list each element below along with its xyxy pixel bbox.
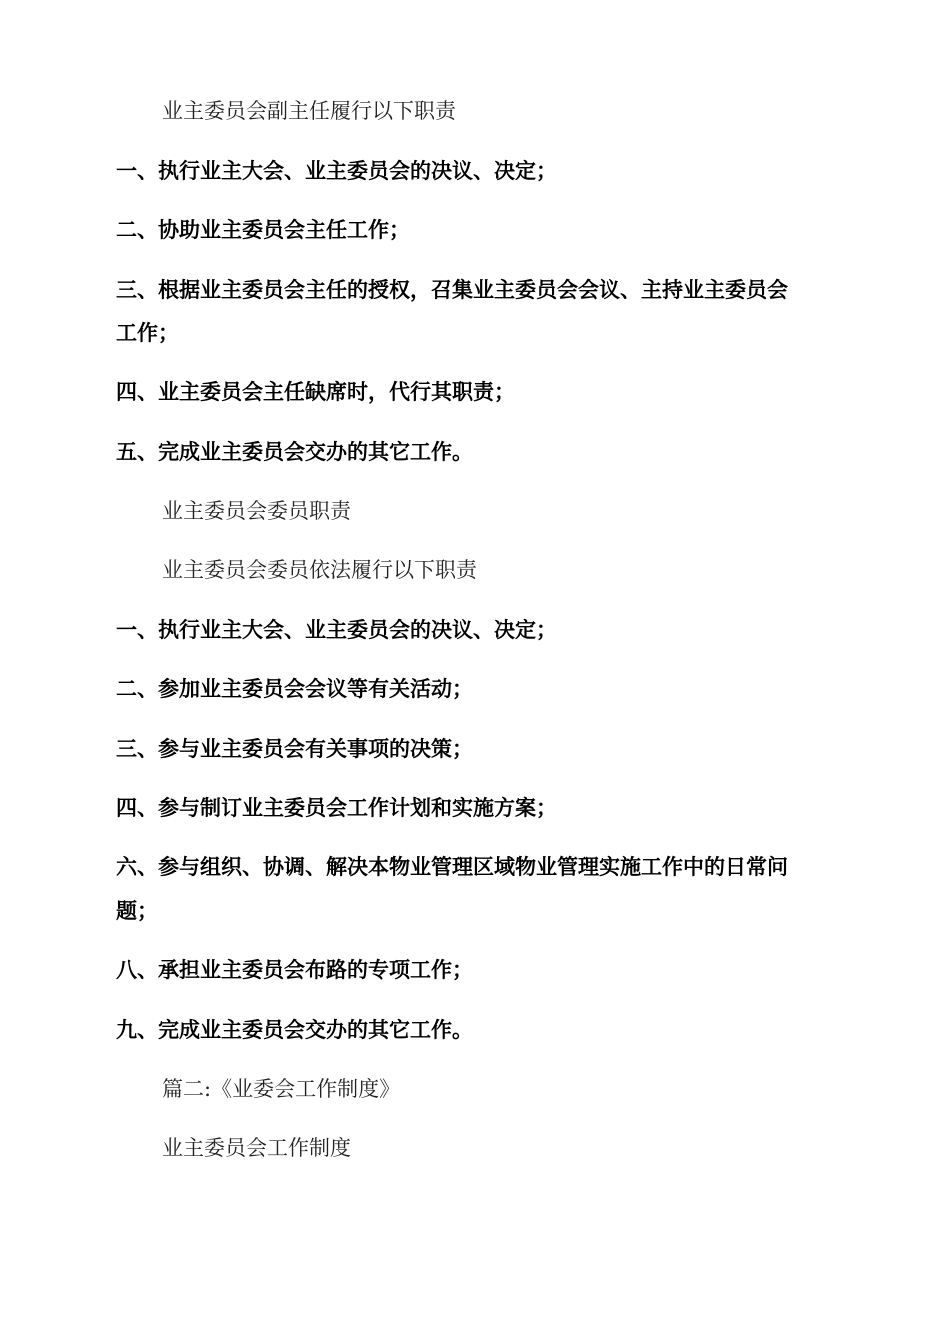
heading-member-duties: 业主委员会委员职责 — [162, 499, 351, 523]
vice-duty-item-5: 五、完成业主委员会交办的其它工作。 — [116, 440, 473, 464]
member-duty-item-2: 二、参加业主委员会会议等有关活动； — [116, 677, 473, 701]
vice-duty-item-3: 三、根据业主委员会主任的授权，召集业主委员会会议、主持业主委员会 — [116, 278, 788, 302]
vice-duty-item-4: 四、业主委员会主任缺席时，代行其职责； — [116, 380, 515, 404]
member-duty-item-6: 六、参与组织、协调、解决本物业管理区域物业管理实施工作中的日常问 — [116, 855, 788, 879]
section-two-title: 篇二:《业委会工作制度》 — [162, 1077, 401, 1101]
member-duty-item-4: 四、参与制订业主委员会工作计划和实施方案； — [116, 796, 557, 820]
heading-vice-director-duties: 业主委员会副主任履行以下职责 — [162, 99, 456, 123]
vice-duty-item-1: 一、执行业主大会、业主委员会的决议、决定； — [116, 159, 557, 183]
vice-duty-item-2: 二、协助业主委员会主任工作； — [116, 218, 410, 242]
member-duty-item-9: 九、完成业主委员会交办的其它工作。 — [116, 1018, 473, 1042]
member-duty-item-1: 一、执行业主大会、业主委员会的决议、决定； — [116, 618, 557, 642]
member-duty-item-6-continued: 题； — [116, 899, 158, 923]
member-duties-intro: 业主委员会委员依法履行以下职责 — [162, 558, 477, 582]
member-duty-item-8: 八、承担业主委员会布路的专项工作； — [116, 958, 473, 982]
work-system-heading: 业主委员会工作制度 — [162, 1136, 351, 1160]
member-duty-item-3: 三、参与业主委员会有关事项的决策； — [116, 737, 473, 761]
vice-duty-item-3-continued: 工作； — [116, 321, 179, 345]
